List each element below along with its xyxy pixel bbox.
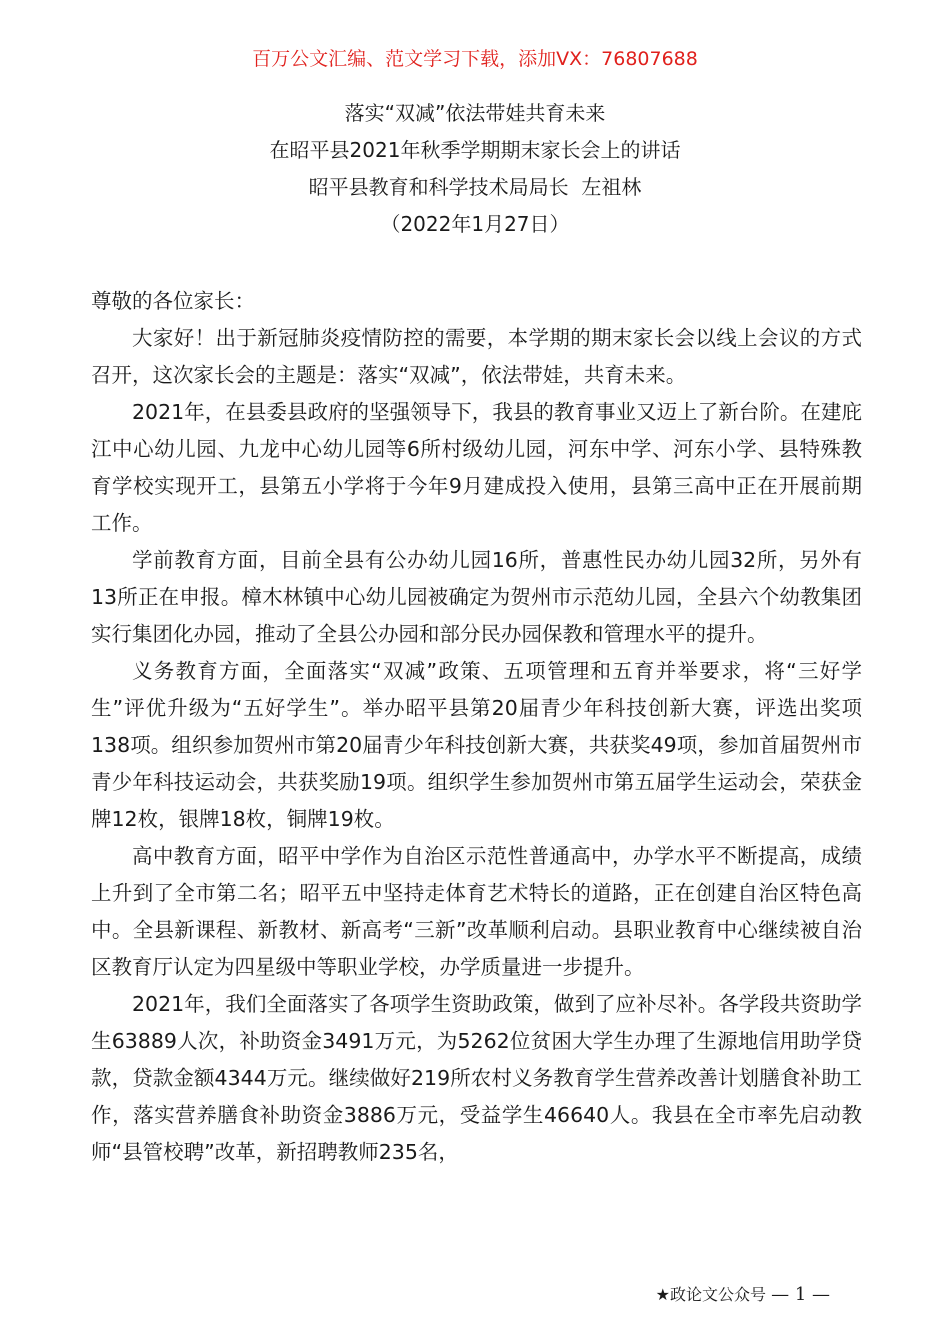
salutation: 尊敬的各位家长： [91,289,255,313]
footer-source: ★政论文公众号 [655,1285,766,1304]
speech-subtitle: 在昭平县2021年秋季学期期末家长会上的讲话 [269,138,681,162]
speech-date: （2022年1月27日） [380,212,570,236]
page-number: — 1 — [771,1284,830,1305]
paragraph: 2021年，我们全面落实了各项学生资助政策，做到了应补尽补。各学段共资助学生63889人次，补助资金3491万元，为5262位贫困大学生办理了生源地信用助学贷款，贷款金额4344万元。继续做好219所农村义务教育学生营养改善计划膳食补助工作，落实营养膳食补助资金3886万元，受益学生46640人。我县在全市率先启动教师“县管校聘”改革，新招聘教师235名， [91,992,862,1164]
header-note: 百万公文汇编、范文学习下载，添加VX：76807688 [252,48,698,70]
paragraph: 大家好！出于新冠肺炎疫情防控的需要，本学期的期末家长会以线上会议的方式召开，这次家长会的主题是：落实“双减”，依法带娃，共育未来。 [91,326,862,387]
speech-title: 落实“双减”依法带娃共育未来 [344,101,606,125]
paragraph: 学前教育方面，目前全县有公办幼儿园16所，普惠性民办幼儿园32所，另外有13所正在申报。樟木林镇中心幼儿园被确定为贺州市示范幼儿园，全县六个幼教集团实行集团化办园，推动了全县公办园和部分民办园保教和管理水平的提升。 [91,548,862,646]
title-block [0,95,950,243]
speaker-line: 昭平县教育和科学技术局局长 左祖林 [308,175,642,199]
speech-body [91,283,862,1171]
paragraph: 高中教育方面，昭平中学作为自治区示范性普通高中，办学水平不断提高，成绩上升到了全市第二名；昭平五中坚持走体育艺术特长的道路，正在创建自治区特色高中。全县新课程、新教材、新高考“三新”改革顺利启动。县职业教育中心继续被自治区教育厅认定为四星级中等职业学校，办学质量进一步提升。 [91,844,862,979]
paragraph: 2021年，在县委县政府的坚强领导下，我县的教育事业又迈上了新台阶。在建庇江中心幼儿园、九龙中心幼儿园等6所村级幼儿园，河东中学、河东小学、县特殊教育学校实现开工，县第五小学将于今年9月建成投入使用，县第三高中正在开展前期工作。 [91,400,862,535]
page-footer [656,1282,830,1308]
paragraph: 义务教育方面，全面落实“双减”政策、五项管理和五育并举要求，将“三好学生”评优升级为“五好学生”。举办昭平县第20届青少年科技创新大赛，评选出奖项138项。组织参加贺州市第20届青少年科技创新大赛，共获奖49项，参加首届贺州市青少年科技运动会，共获奖励19项。组织学生参加贺州市第五届学生运动会，荣获金牌12枚，银牌18枚，铜牌19枚。 [91,659,862,831]
